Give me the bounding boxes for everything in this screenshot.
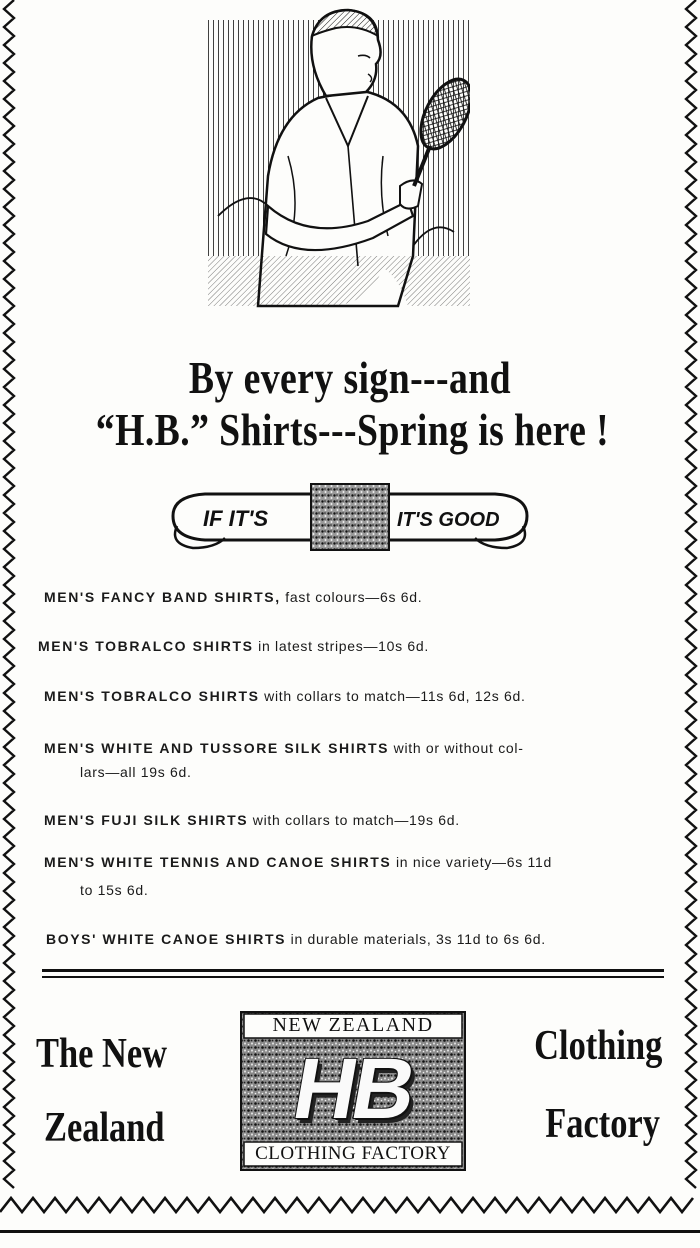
shirt-item-6-cont: to 15s 6d. — [80, 882, 149, 898]
shirt-item-1-name: MEN'S FANCY BAND SHIRTS, — [44, 589, 281, 605]
right-zigzag-border — [674, 0, 700, 1195]
shirt-item-4-desc: with or without col- — [389, 740, 524, 756]
shirt-item-4 — [44, 738, 524, 759]
shirt-item-5 — [44, 810, 460, 831]
shirt-item-6 — [44, 852, 552, 873]
banner-left-text: IF IT'S — [203, 506, 269, 531]
divider-rule-top — [42, 969, 664, 972]
shirt-item-6-desc: in nice variety—6s 11d — [391, 854, 552, 870]
footer-left-line-2: Zealand — [44, 1105, 165, 1151]
shirt-item-6-continued — [80, 880, 149, 901]
shirt-item-7-name: BOYS' WHITE CANOE SHIRTS — [46, 931, 287, 947]
shirt-item-1-desc: fast colours—6s 6d. — [280, 589, 423, 605]
banner-right-text: IT'S GOOD — [397, 509, 500, 531]
bottom-zigzag-border — [0, 1190, 700, 1248]
shirt-item-2-desc: in latest stripes—10s 6d. — [253, 638, 429, 654]
footer-left-line-1: The New — [36, 1031, 168, 1077]
shirt-item-4-continued — [80, 762, 192, 783]
headline-line-2: “H.B.” Shirts---Spring is here ! — [95, 404, 610, 455]
logo-top-text: NEW ZEALAND — [272, 1014, 434, 1036]
shirt-item-7-desc: in durable materials, 3s 11d to 6s 6d. — [286, 931, 546, 947]
shirt-item-7 — [46, 929, 546, 950]
shirt-item-3-name: MEN'S TOBRALCO SHIRTS — [44, 688, 260, 704]
logo-hb-letters: HB — [286, 1041, 420, 1137]
shirt-item-4-cont: lars—all 19s 6d. — [80, 764, 192, 780]
hb-logo — [240, 1011, 466, 1171]
shirt-item-1 — [44, 587, 422, 608]
headline-line-1: By every sign---and — [188, 352, 512, 403]
shirt-item-3-desc: with collars to match—11s 6d, 12s 6d. — [259, 688, 526, 704]
divider-rule-bottom — [42, 976, 664, 978]
scroll-banner-icon — [165, 482, 535, 554]
footer-right-line-2: Factory — [545, 1101, 660, 1147]
footer-right-line-1: Clothing — [533, 1023, 662, 1069]
shirt-item-2-name: MEN'S TOBRALCO SHIRTS — [38, 638, 254, 654]
man-with-tennis-racket-illustration — [208, 6, 470, 314]
shirt-item-4-name: MEN'S WHITE AND TUSSORE SILK SHIRTS — [44, 740, 390, 756]
logo-bottom-text: CLOTHING FACTORY — [255, 1143, 451, 1164]
shirt-item-5-desc: with collars to match—19s 6d. — [248, 812, 460, 828]
shirt-item-5-name: MEN'S FUJI SILK SHIRTS — [44, 812, 249, 828]
left-zigzag-border — [0, 0, 26, 1195]
shirt-item-6-name: MEN'S WHITE TENNIS AND CANOE SHIRTS — [44, 854, 392, 870]
shirt-item-3 — [44, 686, 526, 707]
shirt-item-2 — [38, 636, 429, 657]
